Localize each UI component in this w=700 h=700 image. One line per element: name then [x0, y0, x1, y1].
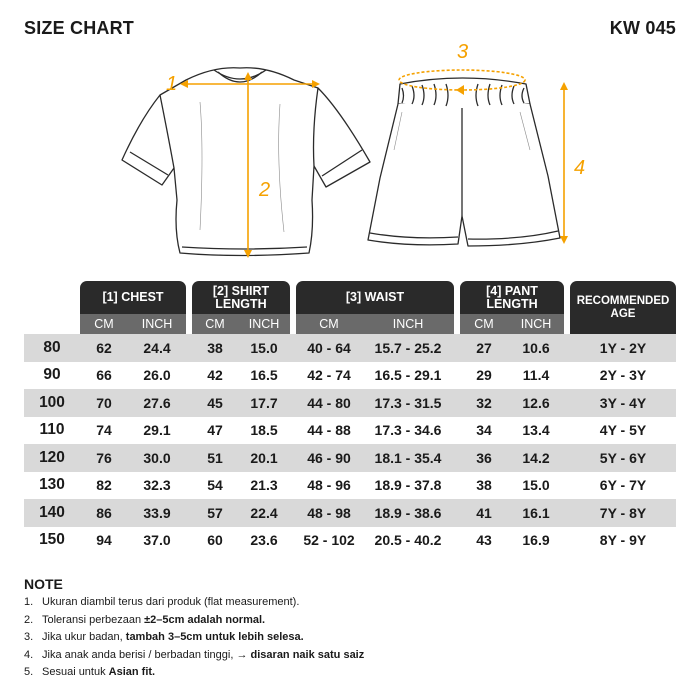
cell-waist-cm: 48 - 98 — [296, 499, 362, 527]
subheader-chest-inch: INCH — [128, 314, 186, 334]
cell-chest-cm: 66 — [96, 367, 112, 384]
note-text — [42, 649, 364, 662]
note-number: 2. — [24, 613, 34, 626]
cell-chest-cm: 74 — [96, 422, 112, 439]
cell-pant-cm: 36 — [460, 444, 508, 472]
note-plain: Sesuai untuk — [42, 666, 109, 678]
cell-waist-in: 18.9 - 37.8 — [374, 477, 442, 494]
note-number: 4. — [24, 648, 34, 661]
table-row — [24, 499, 676, 527]
cell-chest-in: 37.0 — [143, 532, 171, 549]
cell-waist-in: 15.7 - 25.2 — [362, 334, 454, 362]
note-text — [42, 666, 155, 679]
table-row — [24, 417, 676, 445]
notes-title: NOTE — [24, 576, 63, 592]
cell-shirt-in: 21.3 — [250, 477, 278, 494]
cell-pant-in: 11.4 — [522, 367, 550, 384]
cell-chest-cm: 76 — [80, 444, 128, 472]
cell-waist-in: 18.9 - 38.6 — [362, 499, 454, 527]
note-item — [24, 666, 684, 679]
note-number: 5. — [24, 666, 34, 678]
cell-chest-in: 24.4 — [128, 334, 186, 362]
cell-waist-in: 18.1 - 35.4 — [362, 444, 454, 472]
cell-shirt-cm: 38 — [192, 334, 238, 362]
cell-waist-in: 16.5 - 29.1 — [374, 367, 442, 384]
cell-shirt-in: 22.4 — [238, 499, 290, 527]
cell-shirt-in: 15.0 — [238, 334, 290, 362]
size-cell: 80 — [24, 334, 80, 362]
table-header-row — [24, 281, 676, 314]
cell-shirt-cm: 45 — [192, 389, 238, 417]
subheader-pant-inch: INCH — [508, 314, 564, 334]
cell-shirt-in: 16.5 — [250, 367, 278, 384]
cell-pant-cm: 29 — [476, 367, 492, 384]
cell-chest-in: 30.0 — [128, 444, 186, 472]
header-chest: [1] CHEST — [80, 281, 186, 314]
cell-waist-cm: 44 - 80 — [296, 389, 362, 417]
label-1: 1 — [166, 73, 178, 95]
page-title: SIZE CHART — [24, 18, 134, 38]
note-bold: Asian fit. — [108, 666, 156, 678]
notes-section — [24, 576, 684, 684]
subheader-shirt-cm: CM — [192, 314, 238, 334]
cell-pant-in: 12.6 — [508, 389, 564, 417]
header-waist: [3] WAIST — [296, 281, 454, 314]
note-item — [24, 614, 684, 627]
note-number: 1. — [24, 596, 34, 608]
cell-waist-in: 17.3 - 34.6 — [374, 422, 442, 439]
cell-waist-cm: 40 - 64 — [296, 334, 362, 362]
label-4: 4 — [574, 157, 586, 179]
size-cell: 110 — [39, 421, 65, 439]
note-item — [24, 631, 684, 644]
note-plain: Ukuran diambil terus dari produk (flat measurement). — [42, 596, 300, 608]
cell-shirt-in: 18.5 — [250, 422, 278, 439]
cell-age: 1Y - 2Y — [570, 334, 676, 362]
cell-waist-cm: 48 - 96 — [307, 477, 351, 494]
note-item — [24, 649, 684, 662]
label-2: 2 — [259, 179, 271, 201]
cell-chest-cm: 86 — [80, 499, 128, 527]
cell-pant-cm: 38 — [476, 477, 492, 494]
label-3: 3 — [457, 41, 469, 63]
note-bold: → disaran naik satu saiz — [236, 648, 365, 661]
cell-age: 6Y - 7Y — [599, 477, 647, 494]
cell-waist-cm: 52 - 102 — [303, 532, 355, 549]
pant-length-arrow — [560, 82, 568, 244]
cell-pant-cm: 34 — [476, 422, 492, 439]
shorts-illustration — [368, 78, 560, 246]
cell-waist-cm: 44 - 88 — [307, 422, 351, 439]
cell-shirt-cm: 42 — [207, 367, 223, 384]
cell-pant-in: 16.9 — [522, 532, 550, 549]
cell-pant-cm: 32 — [460, 389, 508, 417]
cell-shirt-cm: 54 — [207, 477, 223, 494]
cell-pant-cm: 43 — [476, 532, 492, 549]
cell-age: 4Y - 5Y — [599, 422, 647, 439]
subheader-waist-inch: INCH — [362, 314, 454, 334]
note-bold: ±2–5cm adalah normal. — [144, 613, 266, 626]
cell-pant-in: 10.6 — [508, 334, 564, 362]
table-row — [24, 444, 676, 472]
cell-chest-in: 33.9 — [128, 499, 186, 527]
cell-chest-in: 26.0 — [143, 367, 171, 384]
subheader-pant-cm: CM — [460, 314, 508, 334]
cell-chest-in: 27.6 — [128, 389, 186, 417]
size-table — [24, 281, 676, 554]
cell-shirt-cm: 47 — [207, 422, 223, 439]
note-text — [42, 614, 265, 627]
header-recommended-age: RECOMMENDED AGE — [570, 281, 676, 334]
cell-chest-cm: 82 — [96, 477, 112, 494]
notes-list — [24, 596, 684, 679]
cell-chest-in: 32.3 — [143, 477, 171, 494]
cell-shirt-cm: 60 — [207, 532, 223, 549]
note-plain: Toleransi perbezaan — [42, 613, 145, 626]
table-row — [24, 334, 676, 362]
cell-age: 2Y - 3Y — [599, 367, 647, 384]
cell-shirt-cm: 57 — [192, 499, 238, 527]
table-row — [24, 362, 676, 390]
note-text — [42, 631, 304, 644]
note-text — [42, 596, 299, 609]
cell-pant-in: 13.4 — [522, 422, 550, 439]
cell-chest-cm: 94 — [96, 532, 112, 549]
product-code: KW 045 — [609, 18, 676, 38]
cell-age: 8Y - 9Y — [599, 532, 647, 549]
table-row — [24, 527, 676, 555]
tshirt-illustration — [122, 68, 370, 256]
cell-age: 7Y - 8Y — [570, 499, 676, 527]
cell-pant-in: 14.2 — [508, 444, 564, 472]
note-number: 3. — [24, 631, 34, 643]
cell-waist-cm: 42 - 74 — [307, 367, 351, 384]
header-pant-length: [4] PANT LENGTH — [460, 281, 564, 314]
cell-pant-in: 15.0 — [522, 477, 550, 494]
note-bold: tambah 3–5cm untuk lebih selesa. — [125, 631, 304, 643]
cell-age: 3Y - 4Y — [570, 389, 676, 417]
cell-pant-cm: 27 — [460, 334, 508, 362]
subheader-chest-cm: CM — [80, 314, 128, 334]
size-cell: 140 — [24, 499, 80, 527]
size-cell: 130 — [39, 476, 65, 494]
cell-age: 5Y - 6Y — [570, 444, 676, 472]
cell-waist-in: 20.5 - 40.2 — [374, 532, 442, 549]
cell-chest-in: 29.1 — [143, 422, 171, 439]
cell-waist-in: 17.3 - 31.5 — [362, 389, 454, 417]
header-shirt-length: [2] SHIRT LENGTH — [192, 281, 290, 314]
cell-shirt-in: 17.7 — [238, 389, 290, 417]
garment-diagram — [0, 0, 700, 270]
size-cell: 100 — [24, 389, 80, 417]
size-cell: 120 — [24, 444, 80, 472]
note-plain: Jika ukur badan, — [42, 631, 126, 643]
cell-pant-in: 16.1 — [508, 499, 564, 527]
note-item — [24, 596, 684, 609]
cell-shirt-cm: 51 — [192, 444, 238, 472]
subheader-waist-cm: CM — [296, 314, 362, 334]
size-cell: 90 — [43, 366, 61, 384]
table-row — [24, 472, 676, 500]
cell-shirt-in: 20.1 — [238, 444, 290, 472]
note-plain: Jika anak anda berisi / berbadan tinggi, — [42, 648, 237, 661]
cell-pant-cm: 41 — [460, 499, 508, 527]
cell-chest-cm: 70 — [80, 389, 128, 417]
cell-waist-cm: 46 - 90 — [296, 444, 362, 472]
size-cell: 150 — [39, 531, 65, 549]
table-row — [24, 389, 676, 417]
cell-chest-cm: 62 — [80, 334, 128, 362]
subheader-shirt-inch: INCH — [238, 314, 290, 334]
cell-shirt-in: 23.6 — [250, 532, 278, 549]
